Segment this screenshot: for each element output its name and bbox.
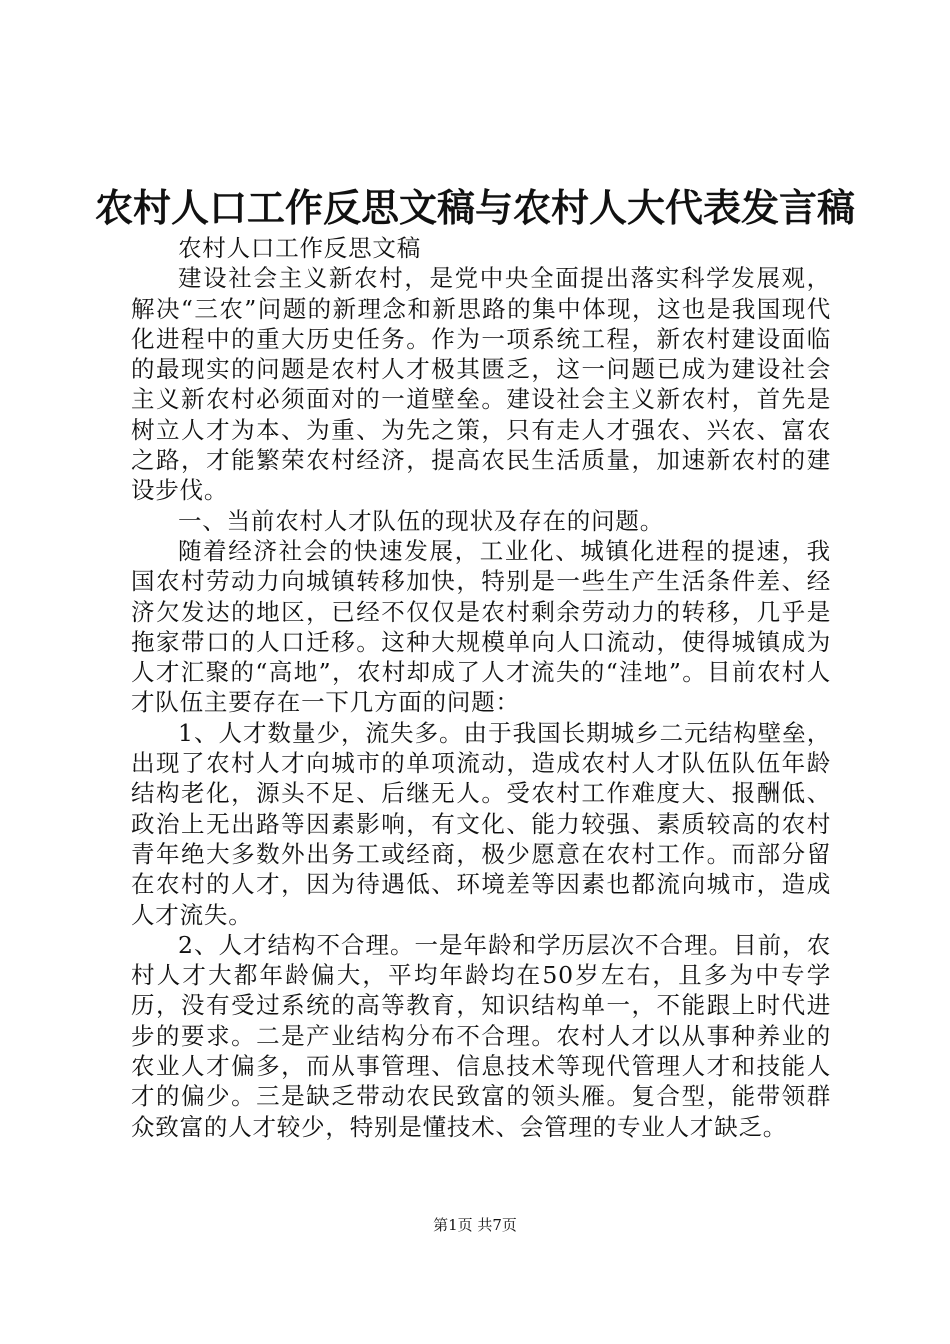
document-body xyxy=(131,233,831,1142)
body-paragraph: 建设社会主义新农村，是党中央全面提出落实科学发展观，解决“三农”问题的新理念和新思路的集中体现，这也是我国现代化进程中的重大历史任务。作为一项系统工程，新农村建设面临的最现实的问题是农村人才极其匮乏，这一问题已成为建设社会主义新农村必须面对的一道壁垒。建设社会主义新农村，首先是树立人才为本、为重、为先之策，只有走人才强农、兴农、富农之路，才能繁荣农村经济，提高农民生活质量，加速新农村的建设步伐。 xyxy=(131,264,831,505)
document-title: 农村人口工作反思文稿与农村人大代表发言稿 xyxy=(94,185,855,230)
section-heading: 一、当前农村人才队伍的现状及存在的问题。 xyxy=(178,506,664,535)
body-paragraph: 2、人才结构不合理。一是年龄和学历层次不合理。目前，农村人才大都年龄偏大，平均年龄均在50岁左右，且多为中专学历，没有受过系统的高等教育，知识结构单一，不能跟上时代进步的要求。二是产业结构分布不合理。农村人才以从事种养业的农业人才偏多，而从事管理、信息技术等现代管理人才和技能人才的偏少。三是缺乏带动农民致富的领头雁。复合型，能带领群众致富的人才较少，特别是懂技术、会管理的专业人才缺乏。 xyxy=(131,930,831,1141)
body-paragraph: 随着经济社会的快速发展，工业化、城镇化进程的提速，我国农村劳动力向城镇转移加快，特别是一些生产生活条件差、经济欠发达的地区，已经不仅仅是农村剩余劳动力的转移，几乎是拖家带口的人口迁移。这种大规模单向人口流动，使得城镇成为人才汇聚的“高地”，农村却成了人才流失的“洼地”。目前农村人才队伍主要存在一下几方面的问题： xyxy=(131,536,831,717)
page-number-footer: 第1页 共7页 xyxy=(433,1216,517,1234)
body-paragraph: 1、人才数量少，流失多。由于我国长期城乡二元结构壁垒，出现了农村人才向城市的单项流动，造成农村人才队伍队伍年龄结构老化，源头不足、后继无人。受农村工作难度大、报酬低、政治上无出路等因素影响，有文化、能力较强、素质较高的农村青年绝大多数外出务工或经商，极少愿意在农村工作。而部分留在农村的人才，因为待遇低、环境差等因素也都流向城市，造成人才流失。 xyxy=(131,718,831,929)
section-subtitle: 农村人口工作反思文稿 xyxy=(178,234,421,262)
